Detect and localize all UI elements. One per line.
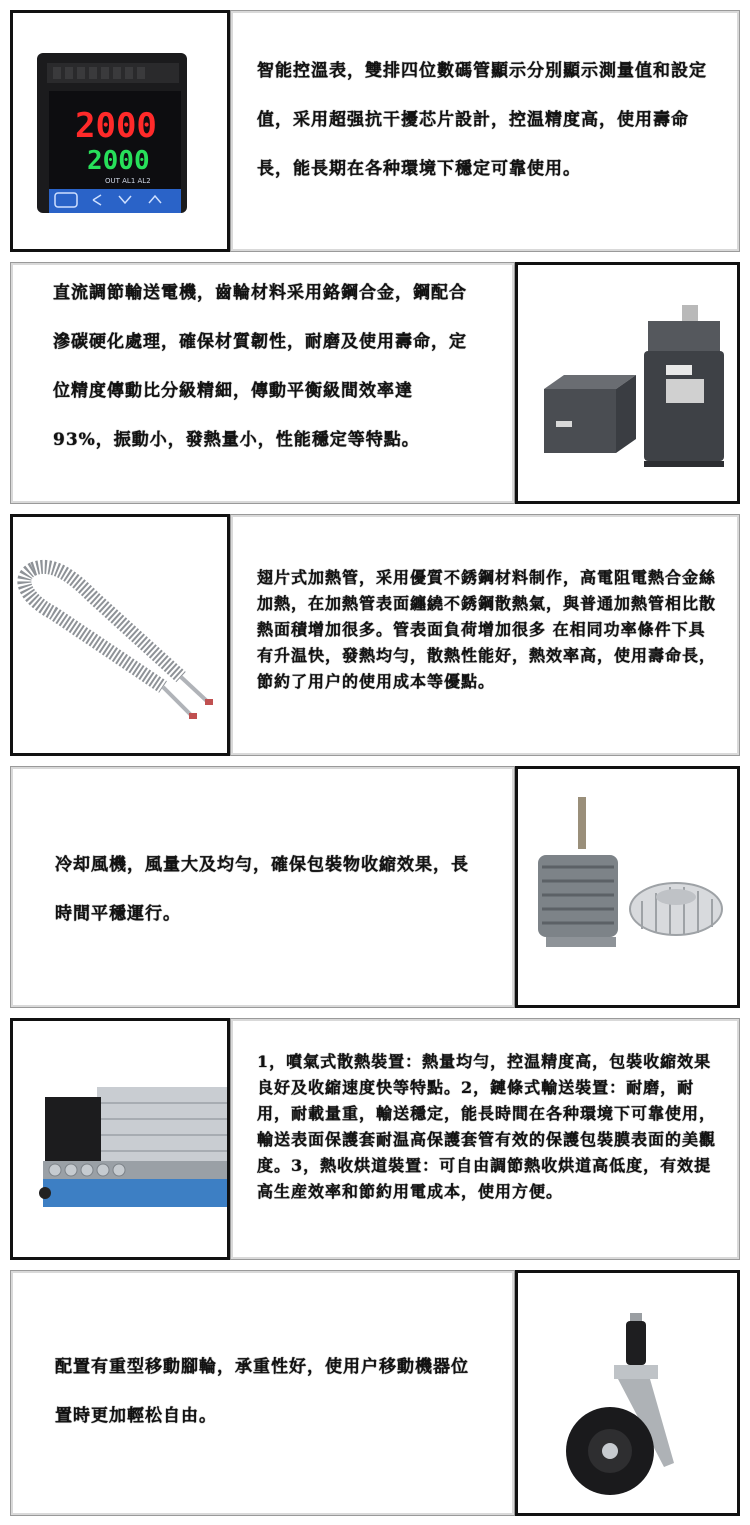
cooling-fan-image	[518, 769, 737, 1005]
cooling-fan-image-frame	[515, 766, 740, 1008]
tunnel-image	[13, 1021, 227, 1257]
tunnel-description: 1，噴氣式散熱裝置：熱量均勻，控温精度高，包裝收縮效果良好及收縮速度快等特點。2，鏈條式輸送裝置：耐磨，耐用，耐載量重，輸送穩定，能長時間在各种環境下可靠使用，輸送表面保護套耐温高保護套管有效的保護包裝膜表面的美觀度。3，熱收烘道裝置：可自由調節熱收烘道高低度，有效提高生産效率和節約用電成本，使用方便。	[257, 1052, 717, 1201]
gear-motor-text-frame	[10, 262, 515, 504]
feature-row-cooling-fan	[10, 766, 740, 1008]
cooling-fan-text-frame	[10, 766, 515, 1008]
sv-display: 2000	[87, 146, 150, 176]
caster-wheel-image	[518, 1273, 737, 1513]
controller-description: 智能控溫表，雙排四位數碼管顯示分別顯示測量值和設定值，采用超强抗干擾芯片設計，控温精度高，使用壽命長，能長期在各种環境下穩定可靠使用。	[257, 61, 707, 179]
tunnel-text-frame	[230, 1018, 740, 1260]
heating-tube-image	[13, 517, 227, 753]
feature-row-gear-motor	[10, 262, 740, 504]
heating-tube-text-frame	[230, 514, 740, 756]
gear-motor-image	[518, 265, 737, 501]
tunnel-image-frame	[10, 1018, 230, 1260]
caster-description: 配置有重型移動腳輪，承重性好，使用户移動機器位置時更加輕松自由。	[55, 1357, 469, 1426]
gear-motor-description: 直流調節輸送電機，齒輪材料采用鉻鋼合金，鋼配合滲碳硬化處理，確保材質韌性，耐磨及使用壽命，定位精度傳動比分級精細，傳動平衡級間效率達93%，振動小，發熱量小，性能穩定等特點。	[53, 283, 467, 450]
feature-row-controller	[10, 10, 740, 252]
pv-display: 2000	[75, 106, 157, 146]
controller-text-frame	[230, 10, 740, 252]
temperature-controller-image	[13, 13, 227, 249]
caster-image-frame	[515, 1270, 740, 1516]
cooling-fan-description: 冷却風機，風量大及均勻，確保包裝物收縮效果，長時間平穩運行。	[55, 855, 469, 924]
controller-image-frame	[10, 10, 230, 252]
gear-motor-image-frame	[515, 262, 740, 504]
heating-tube-image-frame	[10, 514, 230, 756]
feature-row-caster	[10, 1270, 740, 1516]
feature-row-tunnel	[10, 1018, 740, 1260]
feature-row-heating-tube	[10, 514, 740, 756]
indicator-labels: OUT AL1 AL2	[105, 177, 151, 185]
heating-tube-description: 翅片式加熱管，采用優質不銹鋼材料制作，高電阻電熱合金絲加熱，在加熱管表面纏繞不銹鋼散熱氣，與普通加熱管相比散熱面積增加很多。管表面負荷增加很多 在相同功率條件下具有升温快，發熱均勻，散熱性能好，熱效率高，使用壽命長，節約了用户的使用成本等優點。	[257, 568, 717, 691]
caster-text-frame	[10, 1270, 515, 1516]
